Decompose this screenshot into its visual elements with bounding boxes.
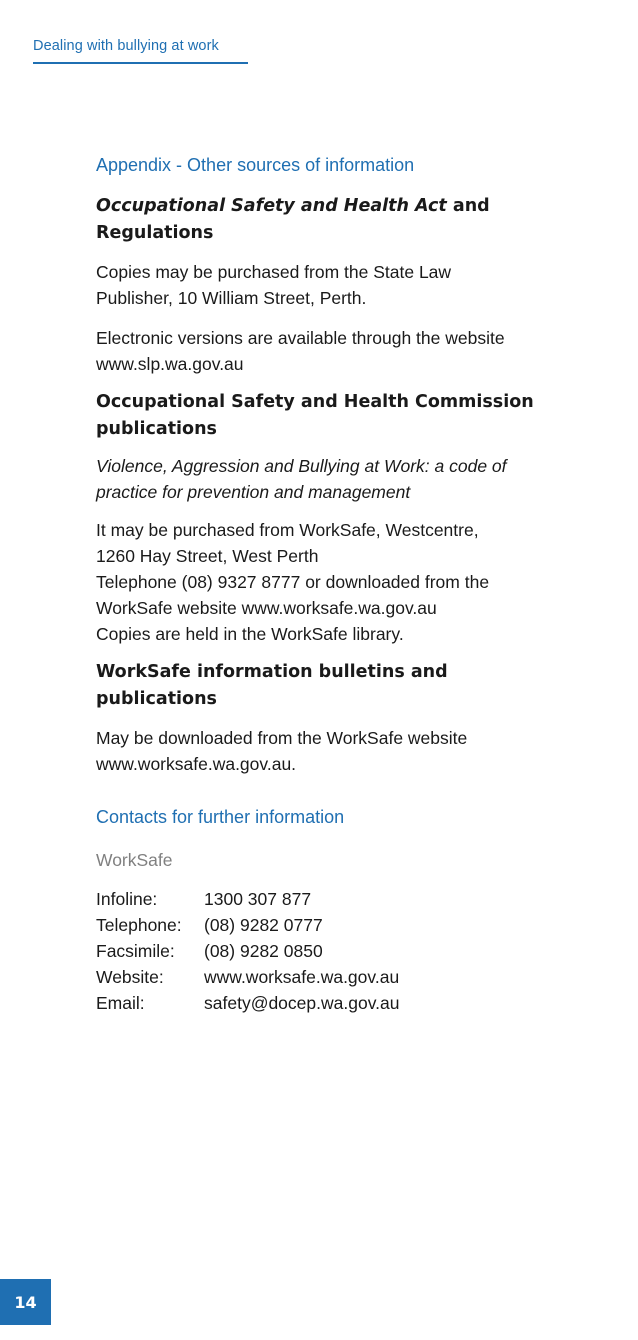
contact-row-email <box>96 990 399 1016</box>
bulletins-heading-line-2: publications <box>96 689 217 709</box>
contact-label: Email: <box>96 993 145 1013</box>
osh-act-electronic-text <box>96 325 596 377</box>
bulletins-line-1: May be downloaded from the WorkSafe website <box>96 728 468 748</box>
osh-act-purchase-line-2: Publisher, 10 William Street, Perth. <box>96 288 367 308</box>
osh-act-electronic-line-1: Electronic versions are available through the website <box>96 328 505 348</box>
contact-row-infoline <box>96 886 399 912</box>
appendix-title: Appendix - Other sources of information <box>96 155 415 175</box>
slp-website-link[interactable]: www.slp.wa.gov.au <box>96 354 244 374</box>
availability-line: Copies are held in the WorkSafe library. <box>96 624 404 644</box>
commission-heading-line-1: Occupational Safety and Health Commission <box>96 392 534 412</box>
contact-label: Facsimile: <box>96 941 175 961</box>
osh-act-purchase-line-1: Copies may be purchased from the State Law <box>96 262 452 282</box>
availability-line: WorkSafe website www.worksafe.wa.gov.au <box>96 598 437 618</box>
contacts-title: Contacts for further information <box>96 807 345 827</box>
availability-line: 1260 Hay Street, West Perth <box>96 546 319 566</box>
availability-line: It may be purchased from WorkSafe, Westcentre, <box>96 520 479 540</box>
page-content <box>96 152 596 1016</box>
contacts-org-name: WorkSafe <box>96 850 173 870</box>
contact-label: Telephone: <box>96 915 182 935</box>
contacts-table <box>96 886 399 1016</box>
contact-label: Infoline: <box>96 889 158 909</box>
osh-act-heading-rest: and Regulations <box>96 196 490 243</box>
bulletins-heading-line-1: WorkSafe information bulletins and <box>96 662 448 682</box>
bulletins-heading <box>96 659 596 713</box>
running-header-title: Dealing with bullying at work <box>33 38 219 54</box>
bulletins-text <box>96 725 596 777</box>
contact-row-website <box>96 964 399 990</box>
page-number: 14 <box>0 1279 51 1325</box>
osh-act-heading <box>96 193 596 247</box>
contact-value: (08) 9282 0850 <box>204 941 323 961</box>
osh-act-heading-italic: Occupational Safety and Health Act <box>96 196 447 216</box>
header-rule <box>33 62 248 64</box>
contact-label: Website: <box>96 967 164 987</box>
contact-website-link[interactable]: www.worksafe.wa.gov.au <box>204 967 400 987</box>
code-of-practice-title <box>96 453 596 505</box>
commission-availability-text <box>96 517 596 647</box>
osh-act-purchase-text <box>96 259 596 311</box>
availability-line: Telephone (08) 9327 8777 or downloaded from the <box>96 572 490 592</box>
code-of-practice-line-2: practice for prevention and management <box>96 482 411 502</box>
worksafe-website-link[interactable]: www.worksafe.wa.gov.au. <box>96 754 297 774</box>
commission-heading-line-2: publications <box>96 419 217 439</box>
contact-value: 1300 307 877 <box>204 889 312 909</box>
contact-row-facsimile <box>96 938 399 964</box>
commission-heading <box>96 389 596 443</box>
contact-email-link[interactable]: safety@docep.wa.gov.au <box>204 993 400 1013</box>
contact-row-telephone <box>96 912 399 938</box>
contact-value: (08) 9282 0777 <box>204 915 323 935</box>
code-of-practice-line-1: Violence, Aggression and Bullying at Work: a code of <box>96 456 507 476</box>
